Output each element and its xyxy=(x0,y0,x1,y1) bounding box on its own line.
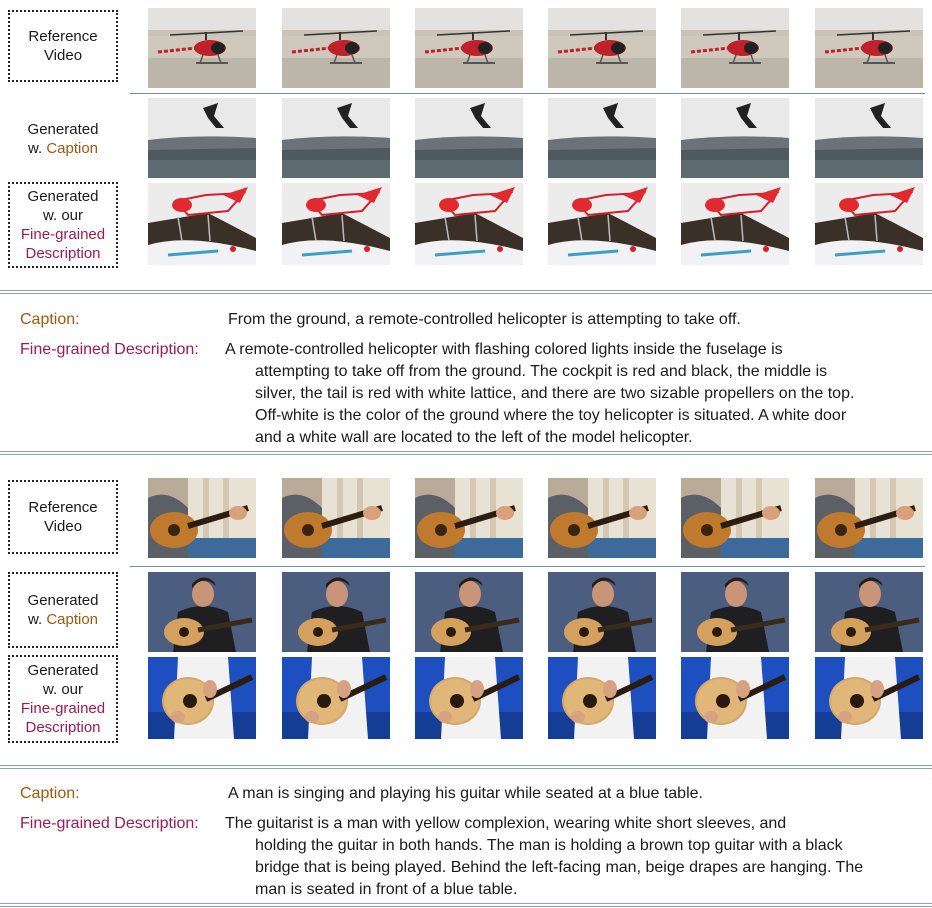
fine-grained-line: attempting to take off from the ground. The cockpit is red and black, the middle is xyxy=(255,363,828,380)
generated-caption-frame xyxy=(282,98,390,178)
fine-grained-line: Off-white is the color of the ground where the toy helicopter is situated. A white door xyxy=(255,407,847,424)
row-divider xyxy=(130,566,925,567)
generated-caption-frame xyxy=(815,98,923,178)
label-line: Description xyxy=(25,245,101,262)
caption-text: A man is singing and playing his guitar while seated at a blue table. xyxy=(228,785,703,802)
generated-caption-frame xyxy=(548,98,656,178)
label-generated-fine-grained-2 xyxy=(8,655,118,743)
fine-grained-line: The guitarist is a man with yellow complexion, wearing white short sleeves, and xyxy=(225,815,787,832)
generated-caption-frame xyxy=(282,572,390,652)
reference-video-frame xyxy=(815,8,923,88)
label-reference-video-1 xyxy=(8,10,118,82)
reference-video-frame xyxy=(415,478,523,558)
label-line: Generated xyxy=(27,121,99,138)
generated-caption-frame xyxy=(415,98,523,178)
reference-video-frame xyxy=(148,8,256,88)
section-divider xyxy=(0,451,932,455)
label-line: Generated xyxy=(27,188,99,205)
caption-key: Caption: xyxy=(20,311,80,328)
label-line: w. our xyxy=(42,207,84,224)
label-generated-fine-grained-1 xyxy=(8,182,118,268)
section-divider xyxy=(0,290,932,294)
fine-grained-key: Fine-grained Description: xyxy=(20,815,199,832)
generated-caption-frame xyxy=(415,572,523,652)
reference-video-frame xyxy=(282,8,390,88)
label-line: Description xyxy=(25,719,101,736)
reference-video-frame xyxy=(548,8,656,88)
label-generated-caption-1 xyxy=(8,98,118,180)
generated-caption-frame xyxy=(148,98,256,178)
generated-fine-grained-frame xyxy=(681,183,789,265)
generated-fine-grained-frame xyxy=(415,657,523,739)
label-generated-caption-2 xyxy=(8,572,118,648)
generated-fine-grained-frame xyxy=(148,657,256,739)
generated-caption-frame xyxy=(681,98,789,178)
generated-caption-frame xyxy=(815,572,923,652)
label-line: Video xyxy=(43,518,83,535)
generated-fine-grained-frame xyxy=(548,183,656,265)
generated-fine-grained-frame xyxy=(815,183,923,265)
label-line: Generated xyxy=(27,592,99,609)
reference-video-frame xyxy=(148,478,256,558)
generated-fine-grained-frame xyxy=(681,657,789,739)
fine-grained-line: bridge that is being played. Behind the left-facing man, beige drapes are hanging. The xyxy=(255,859,864,876)
fine-grained-line: man is seated in front of a blue table. xyxy=(255,881,518,898)
reference-video-frame xyxy=(415,8,523,88)
caption-text: From the ground, a remote-controlled helicopter is attempting to take off. xyxy=(228,311,741,328)
generated-caption-frame xyxy=(681,572,789,652)
generated-caption-frame xyxy=(148,572,256,652)
generated-fine-grained-frame xyxy=(148,183,256,265)
label-line: w. Caption xyxy=(27,140,99,157)
label-line: Generated xyxy=(27,662,99,679)
generated-caption-frame xyxy=(548,572,656,652)
generated-fine-grained-frame xyxy=(815,657,923,739)
fine-grained-line: and a white wall are located to the left of the model helicopter. xyxy=(255,429,693,446)
label-reference-video-2 xyxy=(8,480,118,554)
reference-video-frame xyxy=(282,478,390,558)
caption-key: Caption: xyxy=(20,785,80,802)
generated-fine-grained-frame xyxy=(282,657,390,739)
label-line: Reference xyxy=(28,28,98,45)
section-divider xyxy=(0,903,932,907)
label-line: Video xyxy=(43,47,83,64)
section-divider xyxy=(0,765,932,769)
label-line: w. our xyxy=(42,681,84,698)
reference-video-frame xyxy=(815,478,923,558)
generated-fine-grained-frame xyxy=(282,183,390,265)
reference-video-frame xyxy=(681,8,789,88)
generated-fine-grained-frame xyxy=(548,657,656,739)
row-divider xyxy=(130,93,925,94)
fine-grained-line: holding the guitar in both hands. The man is holding a brown top guitar with a black xyxy=(255,837,843,854)
fine-grained-line: A remote-controlled helicopter with flashing colored lights inside the fuselage is xyxy=(225,341,783,358)
fine-grained-key: Fine-grained Description: xyxy=(20,341,199,358)
fine-grained-line: silver, the tail is red with white lattice, and there are two sizable propellers on the top. xyxy=(255,385,855,402)
label-line: Fine-grained xyxy=(20,226,106,243)
reference-video-frame xyxy=(681,478,789,558)
label-line: w. Caption xyxy=(27,611,99,628)
label-line: Reference xyxy=(28,499,98,516)
reference-video-frame xyxy=(548,478,656,558)
label-line: Fine-grained xyxy=(20,700,106,717)
generated-fine-grained-frame xyxy=(415,183,523,265)
